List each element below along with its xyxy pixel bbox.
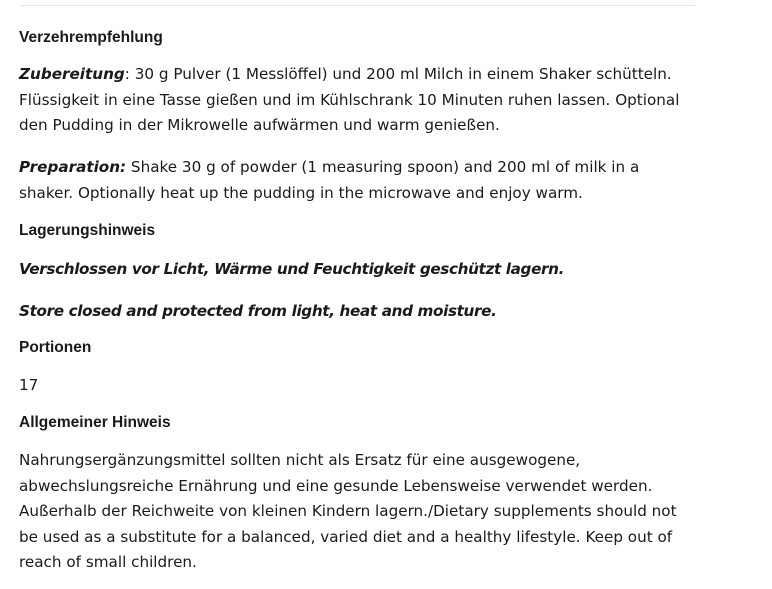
usage-en-paragraph <box>19 155 695 206</box>
portions-value: 17 <box>19 376 39 394</box>
usage-de-label: Zubereitung <box>19 65 125 83</box>
usage-en-label: Preparation: <box>19 158 127 176</box>
top-divider <box>19 5 695 6</box>
usage-de-text: : 30 g Pulver (1 Messlöffel) und 200 ml Milch in einem Shaker schütteln. Flüssigkeit in eine Tasse gießen und im Kühlschrank 10 Minuten ruhen lassen. Optional den Pudding in der Mikrowelle aufwärmen und warm genießen. <box>19 65 680 134</box>
storage-en-text: Store closed and protected from light, heat and moisture. <box>19 302 497 320</box>
storage-de-text: Verschlossen vor Licht, Wärme und Feuchtigkeit geschützt lagern. <box>19 260 565 278</box>
general-note-heading: Allgemeiner Hinweis <box>19 414 171 431</box>
usage-en-text: Shake 30 g of powder (1 measuring spoon) and 200 ml of milk in a shaker. Optionally heat up the pudding in the microwave and enjoy warm. <box>19 158 640 202</box>
portions-heading: Portionen <box>19 339 92 356</box>
usage-de-paragraph <box>19 62 695 139</box>
storage-heading: Lagerungshinweis <box>19 222 156 239</box>
usage-heading: Verzehrempfehlung <box>19 29 163 46</box>
general-note-text: Nahrungsergänzungsmittel sollten nicht als Ersatz für eine ausgewogene, abwechslungsreiche Ernährung und eine gesunde Lebensweise verwendet werden. Außerhalb der Reichweite von kleinen Kindern lagern./Dietary supplements should not be used as a substitute for a balanced, varied diet and a healthy lifestyle. Keep out of reach of small children. <box>19 451 677 571</box>
